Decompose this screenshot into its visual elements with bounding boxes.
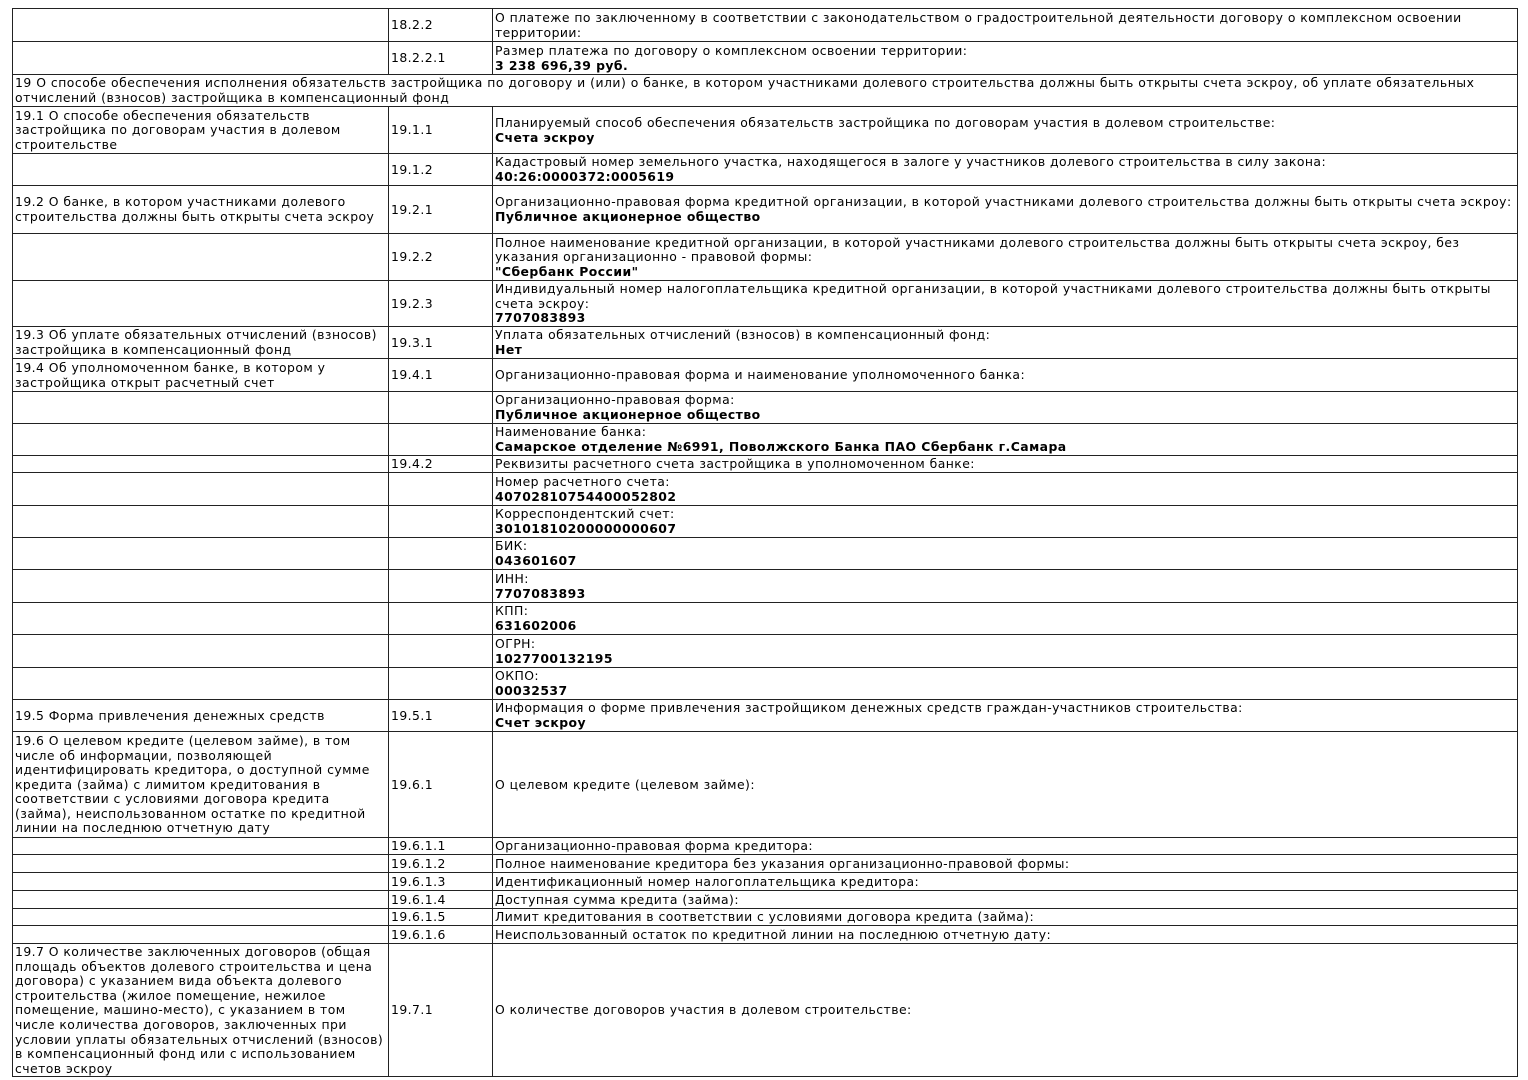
- row-code-cell: 18.2.2.1: [389, 42, 493, 75]
- row-content-cell: [493, 732, 1518, 838]
- table-row: [13, 700, 1518, 732]
- row-label: Наименование банка:: [495, 424, 647, 440]
- row-value: Счет эскроу: [495, 715, 587, 730]
- row-code-cell: 19.6.1.2: [389, 855, 493, 873]
- row-code-cell: [389, 570, 493, 603]
- row-name-cell: [13, 456, 389, 473]
- row-code-cell: 19.2.3: [389, 281, 493, 327]
- row-name-cell: [13, 668, 389, 700]
- row-content-cell: [493, 668, 1518, 700]
- row-code-cell: [389, 506, 493, 538]
- row-name-cell: [13, 424, 389, 456]
- row-content-cell: [493, 107, 1518, 154]
- row-label: Реквизиты расчетного счета застройщика в уполномоченном банке:: [495, 456, 975, 472]
- row-label: БИК:: [495, 538, 528, 554]
- row-label: О количестве договоров участия в долевом строительстве:: [495, 1002, 912, 1018]
- row-name-cell: [13, 538, 389, 570]
- section-heading: 19 О способе обеспечения исполнения обязательств застройщика по договору и (или) о банке, в котором участниками долевого строительства должны быть открыты счета эскроу, об уплате обязательных отчислений (взносов) застройщика в компенсационный фонд: [13, 75, 1518, 107]
- table-row: [13, 107, 1518, 154]
- row-content-cell: [493, 538, 1518, 570]
- row-label: Кадастровый номер земельного участка, находящегося в залоге у участников долевого строительства в силу закона:: [495, 154, 1327, 170]
- row-content-cell: [493, 603, 1518, 635]
- row-name-cell: 19.1 О способе обеспечения обязательств застройщика по договорам участия в долевом строительстве: [13, 107, 389, 154]
- row-value: 7707083893: [495, 585, 586, 601]
- row-code-cell: 19.6.1: [389, 732, 493, 838]
- table-row: [13, 327, 1518, 359]
- row-code-cell: 18.2.2: [389, 9, 493, 42]
- row-value: 7707083893: [495, 310, 586, 326]
- section-row: [13, 75, 1518, 107]
- row-content-cell: [493, 9, 1518, 42]
- row-content-cell: [493, 944, 1518, 1077]
- row-content-cell: [493, 570, 1518, 603]
- row-content-cell: [493, 281, 1518, 327]
- row-name-cell: [13, 506, 389, 538]
- row-label: Номер расчетного счета:: [495, 473, 670, 489]
- row-label: Полное наименование кредитной организации, в которой участниками долевого строительства должны быть открыты счета эскроу, без указания организационно - правовой формы:: [495, 234, 1460, 265]
- row-name-cell: 19.5 Форма привлечения денежных средств: [13, 700, 389, 732]
- row-value: 3 238 696,39 руб.: [495, 57, 629, 73]
- table-row: [13, 909, 1518, 926]
- row-value: 1027700132195: [495, 650, 613, 666]
- row-content-cell: [493, 473, 1518, 506]
- table-row: [13, 944, 1518, 1077]
- row-label: Неиспользованный остаток по кредитной линии на последнюю отчетную дату:: [495, 926, 1052, 942]
- row-code-cell: 19.1.2: [389, 154, 493, 186]
- row-name-cell: [13, 891, 389, 909]
- row-label: Организационно-правовая форма:: [495, 392, 735, 408]
- row-label: ИНН:: [495, 570, 529, 586]
- row-value: 043601607: [495, 553, 577, 568]
- row-value: Публичное акционерное общество: [495, 209, 761, 224]
- row-name-cell: [13, 42, 389, 75]
- row-name-cell: [13, 838, 389, 855]
- row-value: Нет: [495, 342, 523, 357]
- table-row: [13, 668, 1518, 700]
- row-label: О целевом кредите (целевом займе):: [495, 776, 755, 792]
- row-name-cell: 19.3 Об уплате обязательных отчислений (взносов) застройщика в компенсационный фонд: [13, 327, 389, 359]
- row-content-cell: [493, 926, 1518, 944]
- table-row: [13, 186, 1518, 234]
- row-content-cell: [493, 838, 1518, 855]
- row-content-cell: [493, 635, 1518, 668]
- row-value: Публичное акционерное общество: [495, 407, 761, 422]
- row-code-cell: [389, 538, 493, 570]
- row-value: 40702810754400052802: [495, 488, 677, 504]
- row-name-cell: [13, 603, 389, 635]
- row-label: ОГРН:: [495, 635, 536, 651]
- row-content-cell: [493, 359, 1518, 392]
- table-row: [13, 392, 1518, 424]
- row-name-cell: [13, 635, 389, 668]
- table-row: [13, 635, 1518, 668]
- table-row: [13, 473, 1518, 506]
- row-content-cell: [493, 424, 1518, 456]
- table-row: [13, 838, 1518, 855]
- row-label: Полное наименование кредитора без указания организационно-правовой формы:: [495, 855, 1070, 871]
- row-code-cell: 19.7.1: [389, 944, 493, 1077]
- table-row: [13, 570, 1518, 603]
- row-name-cell: [13, 392, 389, 424]
- row-label: Организационно-правовая форма и наименование уполномоченного банка:: [495, 367, 1026, 383]
- row-code-cell: 19.6.1.1: [389, 838, 493, 855]
- row-name-cell: [13, 473, 389, 506]
- row-value: 631602006: [495, 618, 577, 633]
- row-content-cell: [493, 154, 1518, 186]
- row-name-cell: [13, 154, 389, 186]
- row-code-cell: [389, 603, 493, 635]
- row-code-cell: 19.3.1: [389, 327, 493, 359]
- row-label: Организационно-правовая форма кредитной организации, в которой участниками долевого строительства должны быть открыты счета эскроу:: [495, 194, 1512, 210]
- row-code-cell: 19.2.2: [389, 234, 493, 281]
- row-code-cell: [389, 668, 493, 700]
- row-value: Счета эскроу: [495, 129, 595, 145]
- row-content-cell: [493, 506, 1518, 538]
- row-label: ОКПО:: [495, 668, 540, 684]
- row-value: Самарское отделение №6991, Поволжского Банка ПАО Сбербанк г.Самара: [495, 439, 1067, 454]
- table-row: [13, 281, 1518, 327]
- row-name-cell: [13, 570, 389, 603]
- table-row: [13, 359, 1518, 392]
- row-value: 30101810200000000607: [495, 521, 677, 536]
- row-name-cell: [13, 234, 389, 281]
- row-label: Корреспондентский счет:: [495, 506, 675, 522]
- table-row: [13, 154, 1518, 186]
- row-label: Планируемый способ обеспечения обязательств застройщика по договорам участия в долевом строительстве:: [495, 114, 1276, 130]
- row-name-cell: [13, 873, 389, 891]
- row-code-cell: 19.5.1: [389, 700, 493, 732]
- row-name-cell: [13, 9, 389, 42]
- row-code-cell: 19.4.1: [389, 359, 493, 392]
- row-content-cell: [493, 42, 1518, 75]
- table-row: [13, 891, 1518, 909]
- row-content-cell: [493, 234, 1518, 281]
- row-code-cell: 19.4.2: [389, 456, 493, 473]
- row-label: Размер платежа по договору о комплексном освоении территории:: [495, 42, 968, 58]
- row-content-cell: [493, 456, 1518, 473]
- row-name-cell: [13, 926, 389, 944]
- row-content-cell: [493, 327, 1518, 359]
- row-content-cell: [493, 700, 1518, 732]
- row-name-cell: 19.7 О количестве заключенных договоров (общая площадь объектов долевого строительства и цена договора) с указанием вида объекта долевого строительства (жилое помещение, нежилое помещение, машино-место), с указанием в том числе количества договоров, заключенных при условии уплаты обязательных отчислений (взносов) в компенсационный фонд или с использованием счетов эскроу: [13, 944, 389, 1077]
- row-label: Идентификационный номер налогоплательщика кредитора:: [495, 873, 920, 889]
- table-row: [13, 926, 1518, 944]
- table-row: [13, 732, 1518, 838]
- row-label: Уплата обязательных отчислений (взносов) в компенсационный фонд:: [495, 327, 991, 343]
- row-label: Лимит кредитования в соответствии с условиями договора кредита (займа):: [495, 909, 1035, 925]
- row-code-cell: 19.6.1.6: [389, 926, 493, 944]
- row-code-cell: 19.1.1: [389, 107, 493, 154]
- row-content-cell: [493, 855, 1518, 873]
- row-label: Информация о форме привлечения застройщиком денежных средств граждан-участников строительства:: [495, 700, 1243, 716]
- row-code-cell: 19.6.1.5: [389, 909, 493, 926]
- table-row: [13, 603, 1518, 635]
- row-content-cell: [493, 891, 1518, 909]
- row-value: "Сбербанк России": [495, 263, 639, 279]
- table-row: [13, 9, 1518, 42]
- table-row: [13, 506, 1518, 538]
- table-row: [13, 424, 1518, 456]
- row-code-cell: [389, 473, 493, 506]
- row-content-cell: [493, 909, 1518, 926]
- row-label: Индивидуальный номер налогоплательщика кредитной организации, в которой участниками долевого строительства должны быть открыты счета эскроу:: [495, 281, 1491, 311]
- row-content-cell: [493, 873, 1518, 891]
- table-row: [13, 234, 1518, 281]
- declaration-table: [12, 8, 1518, 1077]
- row-value: 40:26:0000372:0005619: [495, 169, 675, 184]
- table-row: [13, 855, 1518, 873]
- row-name-cell: [13, 855, 389, 873]
- row-code-cell: [389, 424, 493, 456]
- row-name-cell: [13, 281, 389, 327]
- table-row: [13, 42, 1518, 75]
- row-content-cell: [493, 392, 1518, 424]
- row-value: 00032537: [495, 683, 568, 698]
- declaration-table-body: [13, 9, 1518, 1077]
- table-row: [13, 456, 1518, 473]
- row-label: О платеже по заключенному в соответствии с законодательством о градостроительной деятельности договору о комплексном освоении территории:: [495, 9, 1462, 40]
- row-code-cell: 19.6.1.3: [389, 873, 493, 891]
- row-code-cell: 19.2.1: [389, 186, 493, 234]
- row-code-cell: [389, 392, 493, 424]
- row-name-cell: 19.6 О целевом кредите (целевом займе), в том числе об информации, позволяющей идентифицировать кредитора, о доступной сумме кредита (займа) с лимитом кредитования в соответствии с условиями договора кредита (займа), неиспользованном остатке по кредитной линии на последнюю отчетную дату: [13, 732, 389, 838]
- row-name-cell: [13, 909, 389, 926]
- row-code-cell: 19.6.1.4: [389, 891, 493, 909]
- table-row: [13, 538, 1518, 570]
- table-row: [13, 873, 1518, 891]
- row-label: КПП:: [495, 603, 529, 619]
- row-code-cell: [389, 635, 493, 668]
- row-label: Доступная сумма кредита (займа):: [495, 891, 739, 907]
- row-content-cell: [493, 186, 1518, 234]
- row-name-cell: 19.4 Об уполномоченном банке, в котором у застройщика открыт расчетный счет: [13, 359, 389, 392]
- row-name-cell: 19.2 О банке, в котором участниками долевого строительства должны быть открыты счета эскроу: [13, 186, 389, 234]
- row-label: Организационно-правовая форма кредитора:: [495, 838, 814, 854]
